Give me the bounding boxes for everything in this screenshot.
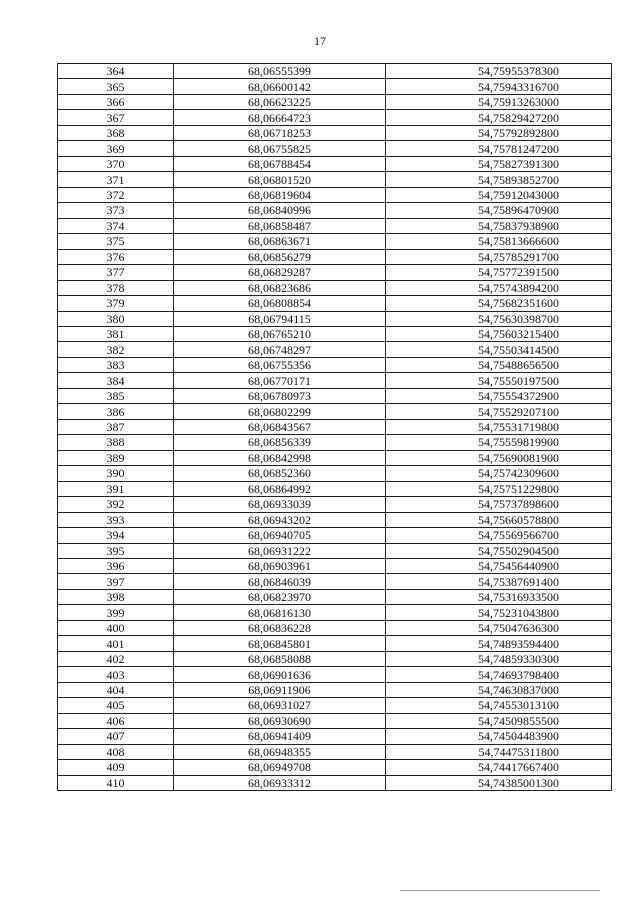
x-coordinate-cell: 68,06555399 (174, 64, 386, 79)
x-coordinate-cell: 68,06823686 (174, 280, 386, 295)
y-coordinate-cell: 54,75827391300 (386, 156, 612, 171)
point-number-cell: 366 (58, 94, 174, 109)
point-number-cell: 393 (58, 512, 174, 527)
y-coordinate-cell: 54,74475311800 (386, 744, 612, 759)
x-coordinate-cell: 68,06755356 (174, 357, 386, 372)
x-coordinate-cell: 68,06941409 (174, 729, 386, 744)
x-coordinate-cell: 68,06858088 (174, 651, 386, 666)
y-coordinate-cell: 54,75751229800 (386, 481, 612, 496)
point-number-cell: 382 (58, 342, 174, 357)
table-row (58, 265, 612, 280)
point-number-cell: 383 (58, 357, 174, 372)
point-number-cell: 410 (58, 775, 174, 790)
point-number-cell: 402 (58, 651, 174, 666)
x-coordinate-cell: 68,06808854 (174, 296, 386, 311)
x-coordinate-cell: 68,06819604 (174, 187, 386, 202)
y-coordinate-cell: 54,75316933500 (386, 589, 612, 604)
x-coordinate-cell: 68,06802299 (174, 404, 386, 419)
point-number-cell: 369 (58, 141, 174, 156)
table-row (58, 388, 612, 403)
point-number-cell: 364 (58, 64, 174, 79)
point-number-cell: 379 (58, 296, 174, 311)
table-row (58, 528, 612, 543)
x-coordinate-cell: 68,06823970 (174, 589, 386, 604)
table-row (58, 94, 612, 109)
x-coordinate-cell: 68,06852360 (174, 466, 386, 481)
point-number-cell: 387 (58, 419, 174, 434)
point-number-cell: 385 (58, 388, 174, 403)
table-row (58, 698, 612, 713)
point-number-cell: 401 (58, 636, 174, 651)
table-row (58, 682, 612, 697)
point-number-cell: 381 (58, 326, 174, 341)
x-coordinate-cell: 68,06856339 (174, 435, 386, 450)
x-coordinate-cell: 68,06794115 (174, 311, 386, 326)
table-row (58, 141, 612, 156)
x-coordinate-cell: 68,06911906 (174, 682, 386, 697)
table-row (58, 605, 612, 620)
table-row (58, 218, 612, 233)
y-coordinate-cell: 54,75781247200 (386, 141, 612, 156)
table-row (58, 249, 612, 264)
table-row (58, 79, 612, 94)
y-coordinate-cell: 54,75813666600 (386, 234, 612, 249)
y-coordinate-cell: 54,75912043000 (386, 187, 612, 202)
y-coordinate-cell: 54,75531719800 (386, 419, 612, 434)
y-coordinate-cell: 54,75660578800 (386, 512, 612, 527)
y-coordinate-cell: 54,75893852700 (386, 172, 612, 187)
x-coordinate-cell: 68,06901636 (174, 667, 386, 682)
page-number: 17 (314, 34, 326, 48)
x-coordinate-cell: 68,06664723 (174, 110, 386, 125)
table-row (58, 156, 612, 171)
y-coordinate-cell: 54,75554372900 (386, 388, 612, 403)
x-coordinate-cell: 68,06931027 (174, 698, 386, 713)
y-coordinate-cell: 54,75743894200 (386, 280, 612, 295)
point-number-cell: 378 (58, 280, 174, 295)
table-row (58, 713, 612, 728)
point-number-cell: 408 (58, 744, 174, 759)
point-number-cell: 376 (58, 249, 174, 264)
point-number-cell: 384 (58, 373, 174, 388)
x-coordinate-cell: 68,06600142 (174, 79, 386, 94)
point-number-cell: 368 (58, 125, 174, 140)
y-coordinate-cell: 54,75913263000 (386, 94, 612, 109)
y-coordinate-cell: 54,75896470900 (386, 203, 612, 218)
point-number-cell: 375 (58, 234, 174, 249)
y-coordinate-cell: 54,75837938900 (386, 218, 612, 233)
table-row (58, 187, 612, 202)
table-row (58, 357, 612, 372)
x-coordinate-cell: 68,06931222 (174, 543, 386, 558)
x-coordinate-cell: 68,06846039 (174, 574, 386, 589)
y-coordinate-cell: 54,75047636300 (386, 620, 612, 635)
x-coordinate-cell: 68,06856279 (174, 249, 386, 264)
y-coordinate-cell: 54,75772391500 (386, 265, 612, 280)
x-coordinate-cell: 68,06829287 (174, 265, 386, 280)
table-row (58, 589, 612, 604)
table-row (58, 481, 612, 496)
x-coordinate-cell: 68,06933039 (174, 497, 386, 512)
x-coordinate-cell: 68,06933312 (174, 775, 386, 790)
x-coordinate-cell: 68,06903961 (174, 559, 386, 574)
x-coordinate-cell: 68,06842998 (174, 450, 386, 465)
y-coordinate-cell: 54,75737898600 (386, 497, 612, 512)
point-number-cell: 372 (58, 187, 174, 202)
y-coordinate-cell: 54,75742309600 (386, 466, 612, 481)
point-number-cell: 395 (58, 543, 174, 558)
point-number-cell: 380 (58, 311, 174, 326)
table-row (58, 667, 612, 682)
point-number-cell: 397 (58, 574, 174, 589)
x-coordinate-cell: 68,06863671 (174, 234, 386, 249)
point-number-cell: 391 (58, 481, 174, 496)
point-number-cell: 373 (58, 203, 174, 218)
x-coordinate-cell: 68,06748297 (174, 342, 386, 357)
y-coordinate-cell: 54,74509855500 (386, 713, 612, 728)
point-number-cell: 396 (58, 559, 174, 574)
y-coordinate-cell: 54,74693798400 (386, 667, 612, 682)
y-coordinate-cell: 54,74417667400 (386, 760, 612, 775)
x-coordinate-cell: 68,06801520 (174, 172, 386, 187)
point-number-cell: 370 (58, 156, 174, 171)
table-row (58, 574, 612, 589)
y-coordinate-cell: 54,75529207100 (386, 404, 612, 419)
y-coordinate-cell: 54,75559819900 (386, 435, 612, 450)
x-coordinate-cell: 68,06623225 (174, 94, 386, 109)
y-coordinate-cell: 54,74893594400 (386, 636, 612, 651)
x-coordinate-cell: 68,06943202 (174, 512, 386, 527)
y-coordinate-cell: 54,74553013100 (386, 698, 612, 713)
x-coordinate-cell: 68,06780973 (174, 388, 386, 403)
y-coordinate-cell: 54,74859330300 (386, 651, 612, 666)
y-coordinate-cell: 54,75550197500 (386, 373, 612, 388)
point-number-cell: 371 (58, 172, 174, 187)
y-coordinate-cell: 54,75231043800 (386, 605, 612, 620)
table-row (58, 373, 612, 388)
y-coordinate-cell: 54,75630398700 (386, 311, 612, 326)
x-coordinate-cell: 68,06930690 (174, 713, 386, 728)
y-coordinate-cell: 54,75503414500 (386, 342, 612, 357)
x-coordinate-cell: 68,06755825 (174, 141, 386, 156)
y-coordinate-cell: 54,75569566700 (386, 528, 612, 543)
table-row (58, 760, 612, 775)
x-coordinate-cell: 68,06788454 (174, 156, 386, 171)
y-coordinate-cell: 54,75943316700 (386, 79, 612, 94)
point-number-cell: 392 (58, 497, 174, 512)
coordinates-table-body (58, 64, 612, 791)
table-row (58, 419, 612, 434)
point-number-cell: 394 (58, 528, 174, 543)
x-coordinate-cell: 68,06765210 (174, 326, 386, 341)
point-number-cell: 406 (58, 713, 174, 728)
point-number-cell: 388 (58, 435, 174, 450)
table-row (58, 497, 612, 512)
point-number-cell: 377 (58, 265, 174, 280)
table-row (58, 450, 612, 465)
y-coordinate-cell: 54,75603215400 (386, 326, 612, 341)
point-number-cell: 398 (58, 589, 174, 604)
x-coordinate-cell: 68,06840996 (174, 203, 386, 218)
y-coordinate-cell: 54,75456440900 (386, 559, 612, 574)
x-coordinate-cell: 68,06949708 (174, 760, 386, 775)
table-row (58, 636, 612, 651)
footer-rule (400, 890, 600, 891)
table-row (58, 404, 612, 419)
table-row (58, 342, 612, 357)
table-row (58, 466, 612, 481)
table-row (58, 435, 612, 450)
x-coordinate-cell: 68,06948355 (174, 744, 386, 759)
table-row (58, 729, 612, 744)
table-row (58, 110, 612, 125)
y-coordinate-cell: 54,75829427200 (386, 110, 612, 125)
point-number-cell: 374 (58, 218, 174, 233)
point-number-cell: 399 (58, 605, 174, 620)
x-coordinate-cell: 68,06816130 (174, 605, 386, 620)
table-row (58, 203, 612, 218)
table-row (58, 775, 612, 790)
x-coordinate-cell: 68,06836228 (174, 620, 386, 635)
y-coordinate-cell: 54,75387691400 (386, 574, 612, 589)
table-row (58, 311, 612, 326)
point-number-cell: 405 (58, 698, 174, 713)
x-coordinate-cell: 68,06718253 (174, 125, 386, 140)
y-coordinate-cell: 54,75488656500 (386, 357, 612, 372)
point-number-cell: 407 (58, 729, 174, 744)
table-row (58, 620, 612, 635)
x-coordinate-cell: 68,06858487 (174, 218, 386, 233)
table-row (58, 296, 612, 311)
y-coordinate-cell: 54,75955378300 (386, 64, 612, 79)
y-coordinate-cell: 54,75792892800 (386, 125, 612, 140)
y-coordinate-cell: 54,74504483900 (386, 729, 612, 744)
table-row (58, 326, 612, 341)
table-row (58, 64, 612, 79)
point-number-cell: 389 (58, 450, 174, 465)
table-row (58, 280, 612, 295)
x-coordinate-cell: 68,06845801 (174, 636, 386, 651)
y-coordinate-cell: 54,75502904500 (386, 543, 612, 558)
x-coordinate-cell: 68,06940705 (174, 528, 386, 543)
y-coordinate-cell: 54,74630837000 (386, 682, 612, 697)
table-row (58, 651, 612, 666)
point-number-cell: 390 (58, 466, 174, 481)
y-coordinate-cell: 54,75682351600 (386, 296, 612, 311)
table-row (58, 559, 612, 574)
table-row (58, 543, 612, 558)
x-coordinate-cell: 68,06770171 (174, 373, 386, 388)
y-coordinate-cell: 54,74385001300 (386, 775, 612, 790)
x-coordinate-cell: 68,06843567 (174, 419, 386, 434)
table-row (58, 512, 612, 527)
y-coordinate-cell: 54,75690081900 (386, 450, 612, 465)
point-number-cell: 409 (58, 760, 174, 775)
table-row (58, 125, 612, 140)
point-number-cell: 403 (58, 667, 174, 682)
coordinates-table (57, 63, 612, 791)
point-number-cell: 400 (58, 620, 174, 635)
table-row (58, 744, 612, 759)
table-row (58, 234, 612, 249)
y-coordinate-cell: 54,75785291700 (386, 249, 612, 264)
x-coordinate-cell: 68,06864992 (174, 481, 386, 496)
point-number-cell: 404 (58, 682, 174, 697)
point-number-cell: 386 (58, 404, 174, 419)
point-number-cell: 365 (58, 79, 174, 94)
point-number-cell: 367 (58, 110, 174, 125)
table-row (58, 172, 612, 187)
